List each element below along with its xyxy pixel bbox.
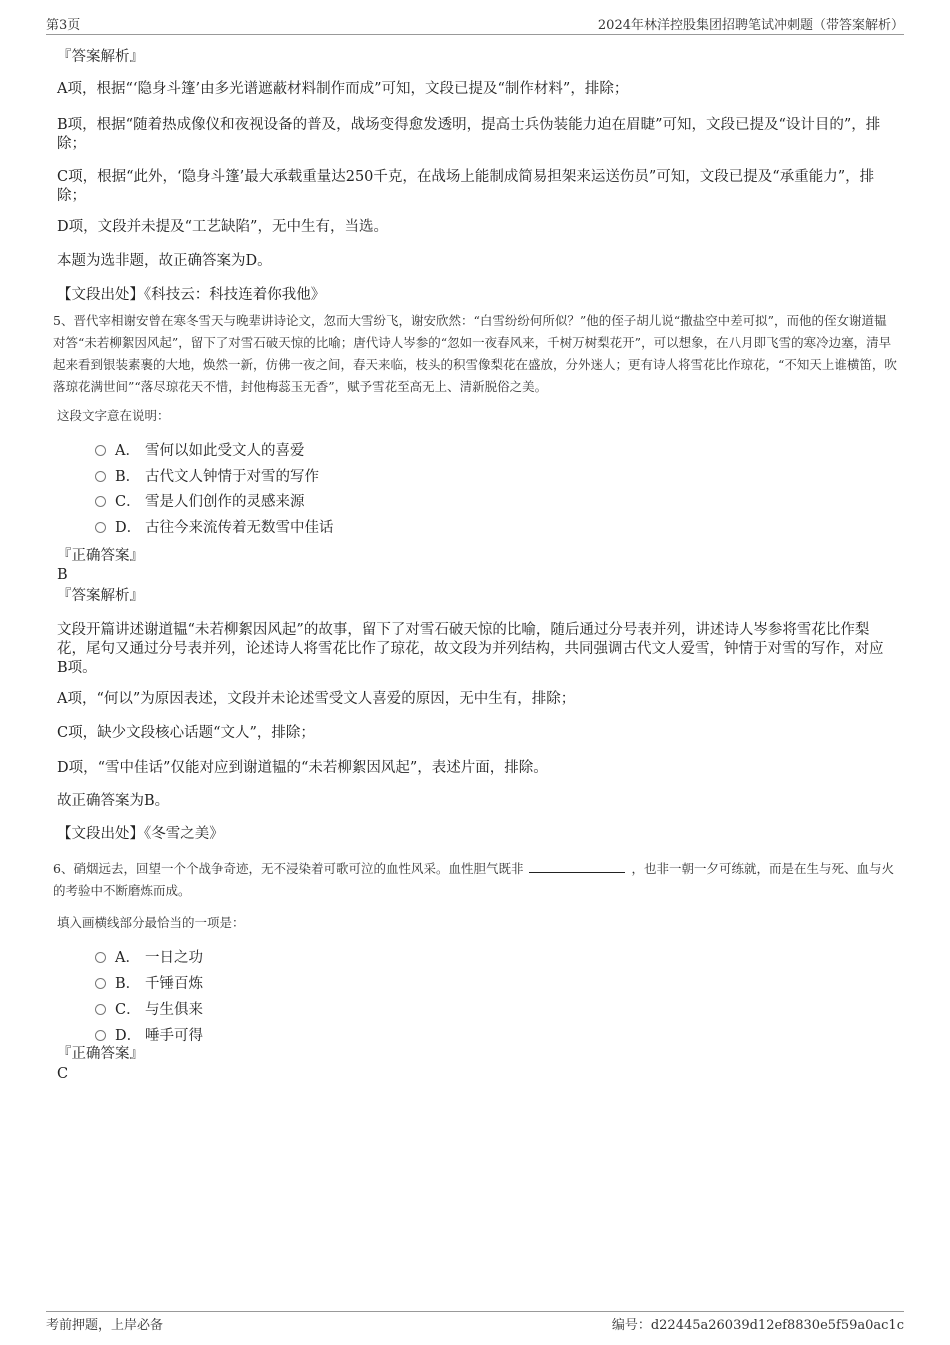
document-code: [612, 1314, 904, 1333]
radio-icon[interactable]: [95, 952, 106, 963]
radio-icon[interactable]: [95, 496, 106, 507]
q6-passage: [53, 858, 898, 902]
option-letter: C．: [115, 494, 141, 510]
radio-icon[interactable]: [95, 1004, 106, 1015]
header-divider: [46, 34, 904, 35]
q4-source: 【文段出处】《科技云：科技连着你我他》: [57, 287, 326, 303]
q6-passage-after: ，也非一朝一夕可练就，而是在生与死、血与火的考验中不断磨炼而成。: [53, 861, 894, 898]
q5-analysis-label: 『答案解析』: [57, 588, 144, 604]
q5-option-b[interactable]: [95, 468, 319, 487]
q6-passage-before: 6、硝烟远去，回望一个个战争奇迹，无不浸染着可歌可泣的血性风采。血性胆气既非: [53, 861, 524, 876]
q6-answer: C: [57, 1066, 69, 1082]
option-letter: C．: [115, 1002, 141, 1018]
option-letter: D．: [115, 1028, 142, 1044]
q6-answer-label: 『正确答案』: [57, 1046, 144, 1062]
option-text: 古代文人钟情于对雪的写作: [145, 469, 319, 485]
document-title: 2024年林洋控股集团招聘笔试冲刺题（带答案解析）: [597, 18, 904, 33]
q5-option-c[interactable]: [95, 493, 305, 512]
q5-answer-label: 『正确答案』: [57, 548, 144, 564]
option-text: 与生俱来: [145, 1002, 203, 1018]
q5-option-d[interactable]: [95, 519, 334, 538]
q5-conclusion: 故正确答案为B。: [57, 793, 170, 809]
footer-slogan: 考前押题，上岸必备: [46, 1318, 164, 1333]
q5-analysis-a: A项，“何以”为原因表述，文段并未论述雪受文人喜爱的原因，无中生有，排除；: [57, 691, 576, 707]
option-text: 千锤百炼: [145, 976, 203, 992]
q5-analysis-c: C项，缺少文段核心话题“文人”，排除；: [57, 725, 315, 741]
q5-analysis-d: D项，“雪中佳话”仅能对应到谢道韫的“未若柳絮因风起”，表述片面，排除。: [57, 760, 548, 776]
q5-analysis: 文段开篇讲述谢道韫“未若柳絮因风起”的故事，留下了对雪石破天惊的比喻，随后通过分号表并列，讲述诗人岑参将雪花比作梨花，尾句又通过分号表并列，论述诗人将雪花比作了琼花，故文段为并列结构，共同强调古代文人爱雪，钟情于对雪的写作，对应B项。: [57, 622, 884, 676]
q6-option-a[interactable]: [95, 949, 203, 968]
q5-passage: 5、晋代宰相谢安曾在寒冬雪天与晚辈讲诗论文，忽而大雪纷飞，谢安欣然：“白雪纷纷何所似？”他的侄子胡儿说“撒盐空中差可拟”，而他的侄女谢道韫对答“未若柳絮因风起”，留下了对雪石破天惊的比喻；唐代诗人岑参的“忽如一夜春风来，千树万树梨花开”，可以想象，在八月即飞雪的寒冷边塞，清早起来看到银装素裹的大地，焕然一新，仿佛一夜之间，春天来临，枝头的积雪像梨花在盛放，分外迷人；更有诗人将雪花比作琼花，“不知天上谁横笛，吹落琼花满世间”“落尽琼花天不惜，封他梅蕊玉无香”，赋予雪花至高无上、清新脱俗之美。: [53, 313, 897, 394]
option-text: 雪何以如此受文人的喜爱: [145, 443, 305, 459]
radio-icon[interactable]: [95, 445, 106, 456]
radio-icon[interactable]: [95, 471, 106, 482]
radio-icon[interactable]: [95, 522, 106, 533]
option-letter: A．: [115, 950, 140, 966]
footer-divider: [46, 1311, 904, 1312]
code-value: d22445a26039d12ef8830e5f59a0ac1c: [650, 1318, 904, 1333]
q6-option-b[interactable]: [95, 975, 203, 994]
option-letter: B．: [115, 976, 141, 992]
q6-option-c[interactable]: [95, 1001, 203, 1020]
q4-analysis-label: 『答案解析』: [57, 49, 144, 65]
q4-analysis-d: D项，文段并未提及“工艺缺陷”，无中生有，当选。: [57, 219, 388, 235]
q4-analysis-b: B项，根据“随着热成像仪和夜视设备的普及，战场变得愈发透明，提高士兵伪装能力迫在眉睫”可知，文段已提及“设计目的”，排除；: [57, 117, 881, 152]
q5-source: 【文段出处】《冬雪之美》: [57, 826, 224, 842]
radio-icon[interactable]: [95, 1030, 106, 1041]
page-number: 第3页: [46, 18, 81, 33]
option-letter: A．: [115, 443, 140, 459]
q6-option-d[interactable]: [95, 1027, 203, 1046]
option-text: 古往今来流传着无数雪中佳话: [145, 520, 334, 536]
q4-analysis-c: C项，根据“此外，‘隐身斗篷’最大承载重量达250千克，在战场上能制成简易担架来运送伤员”可知，文段已提及“承重能力”，排除；: [57, 169, 875, 204]
q4-conclusion: 本题为选非题，故正确答案为D。: [57, 253, 272, 269]
fill-in-blank: [529, 860, 625, 873]
code-label: 编号：: [611, 1318, 651, 1333]
option-text: 雪是人们创作的灵感来源: [145, 494, 305, 510]
q5-answer: B: [57, 567, 68, 583]
q5-question: 这段文字意在说明：: [57, 408, 170, 423]
option-text: 一日之功: [145, 950, 203, 966]
option-letter: D．: [115, 520, 142, 536]
option-letter: B．: [115, 469, 141, 485]
q6-question: 填入画横线部分最恰当的一项是：: [57, 915, 245, 930]
q4-analysis-a: A项，根据“‘隐身斗篷’由多光谱遮蔽材料制作而成”可知，文段已提及“制作材料”，排除；: [57, 81, 629, 97]
option-text: 唾手可得: [145, 1028, 203, 1044]
q5-option-a[interactable]: [95, 442, 305, 461]
radio-icon[interactable]: [95, 978, 106, 989]
